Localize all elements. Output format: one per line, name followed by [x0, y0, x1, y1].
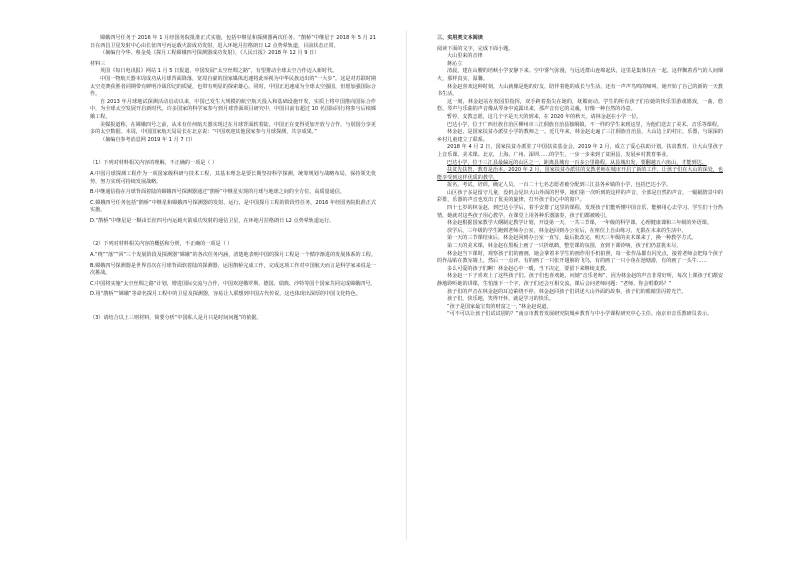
column-divider — [406, 30, 407, 540]
article-paragraph-underlined: 巴达小学，位于三江县最偏远的山区之一，距离县城有一百多公里路程。从县城出发，要翻越五六座山，才能到达。 — [447, 159, 707, 166]
material3-paragraph-1: 英国《每日电讯报》网站 1 月 5 日报道，中国发展“太空丝绸之路”，有望推动全球太空合作迈入新时代。 — [100, 68, 338, 75]
article-title: 大山里来的音律 — [447, 53, 483, 60]
article-paragraph: 第一天的三节课结束后，林金赵回到办公室一直写，最后批改完，明天三年级的美术课来了，换一种教学方式。 — [447, 235, 697, 242]
article-paragraph: 多么可爱的孩子们啊！林金赵心中一暖，当下决定，要留下来继续支教。 — [447, 265, 611, 272]
question-1-option-c: C.嫦娥四号任务包括“鹊桥”中继星和嫦娥四号探测器的发射、运行，是中国探月工程的阶段性任务，2016 年经国务院批准正式实施。 — [90, 199, 376, 214]
question-3-stem: （3）请结合以上三则材料，简要分析“中国私人是月只是时间问题”的依据。 — [90, 315, 262, 322]
article-paragraph: 2018 年 4 月 2 日，国家扶贫办派驻了中国扶贫基金会，2019 年 2 月，成立了爱心扶助计划。扶贫教育，让大山里孩子上音乐课、美术课。北京，上海、广州、深圳……的学生，一步一步来到了贫困县，发展乡村教育事业。 — [437, 144, 723, 158]
article-paragraph: 暂停，支教志愿，这几个字是天天的到来，在 2020 年的秋天，请林金赵在小学一位。 — [447, 113, 642, 120]
instruction: 阅读下面的文字，完成下面小题。 — [437, 45, 514, 52]
article-paragraph: 孩子们，快乐地，笑得开怀，就是学习的快乐。 — [447, 296, 554, 303]
question-1-option-d: D.“鹊桥”中继星是一颗由长征四号丙运载火箭成功发射的通信卫星，在环地月拉格朗日 L2 点势晕轨道运行。 — [90, 217, 335, 224]
article-paragraph: 巴达小学，位于广西壮族自治区柳州市三江侗族自治县独峒镇，不一样的学生来到这里，为他们送去了美术、音乐等课程。 — [447, 121, 723, 128]
article-paragraph: 林金赵根据国家教学大纲制定教学计划，开设第一天，一共三节课，一年级的科学课、心理健康课和三年级的外语课。 — [447, 220, 712, 227]
question-2-option-d: D.用“鹊桥”“嫦娥”等命名探月工程中的卫星及探测器，容易让人联想到中国古代传说，这也体现出深厚的中国文化特色。 — [90, 291, 361, 298]
article-paragraph: 林金赵一下子喜欢上了这些孩子们。孩子们也喜欢她，问她“音乐老师”，因为林金赵的声音非常好听，每次上课孩子们都安静地聆听她的讲课，生怕落下一个字，孩子们还会互相交流，课后会问老师问题：“老师，你会唱歌吗？” — [437, 273, 723, 287]
article-paragraph: “孩子是国家最宝贵的财富之一，”林金赵说道。 — [447, 303, 552, 310]
question-2-stem: （2）下列对材料相关内容的概括和分析，不正确的一项是（ ） — [90, 241, 233, 248]
article-paragraph: 林金赵当下课时，观察孩子们的画画，她会拿着本学生的画作用手机拍照，每一张作品都有闪光点，接着老师会把每个孩子的作品贴在教室墙上，然后一一点评。有的画了一只张开翅膀的飞鸟，有的画了一只小鱼在池塘游，有的画了一头牛…… — [437, 250, 723, 265]
question-2-option-a: A.“绕”“落”“回”三个发展阶段及探测器“嫦娥”的各次任务内涵，清楚地表明中国的探月工程是一个循序渐进的发展体系的工程。 — [90, 252, 376, 259]
question-1-option-a: A.中国月球探测工程作为一项国家级科研与技术工程，其基本理念是要长期坚持科学探测，统筹规划与战略布局，保持领先优势，努力实现可持续发展战略。 — [90, 170, 376, 185]
right-column — [437, 35, 723, 319]
article-paragraph: “可不可以让孩子们试试别的？”南京市教育发展研究院城乡教育与中小学课程研究中心主任、南京市音乐教研员表示。 — [447, 311, 713, 318]
intro-citation: （摘编自今华、蔡金曼《探月工程嫦娥四号探测器成功发射》，《人民日报》2018 年 12 月 9 日） — [100, 50, 320, 57]
question-2-option-b: B.嫦娥四号探测器是世界首次在月球背面软着陆的探测器，运用鹊桥完成工作，完成这项工作对中国航天而言是科学家来说是一次挑战。 — [90, 262, 376, 277]
article-paragraph: 四十七岁的林金赵，到巴达小学后，着手安排了这里的课程，发现孩子们能听懂中国音乐，能够用心去学习。学生们十分热情，她就对这些孩子用心教学，在课堂上用各种乐器演奏，孩子们都被吸引。 — [437, 205, 723, 219]
article-paragraph: 报名，考试，培训，确定人员，一百二十七名志愿者被分配到三江县各乡镇的小学，包括巴达小学。 — [447, 182, 672, 189]
article-paragraph-underlined: 扶贫先扶智，教育是治本。2020 年 2 月，国家扶贫办派驻的支教老师在城市开启了新的工作，让孩子们在大山的深处，也能享受到这样优质的教学。 — [437, 167, 723, 181]
article-paragraph: 林金赵，是国家扶贫办派驻小学的教师之一。近几年来，林金赵走遍了三江侗族自治县，大山边上的村庄，乐器，与深深的乡村儿童建立了联系。 — [437, 129, 723, 143]
material3-citation: （摘编自参考消息网 2019 年 1 月 7 日） — [100, 136, 196, 143]
article-paragraph: 这一刻，林金赵站在校园里指挥，双手跨着指尖在她的，妩媚而动。学生的所有孩子们在她的快乐里游戏嬉戏，一曲，悠悠，琴声与乐曲的声音像从琴身中流露出来，那声音有它的灵魂，好像一种自然的诗意。 — [437, 98, 723, 113]
left-column — [90, 35, 376, 323]
question-1-option-b: B.中继通信指在月球背面着陆的嫦娥四号探测器通过“鹊桥”中继星实现的月球与地球之间的全方位、高质量通信。 — [90, 189, 345, 196]
article-paragraph: 放学后，三年级的学生跑到老师办公室，林金赵回到办公室后，在座位上自由练习，无限在未来的生活中。 — [447, 227, 687, 234]
article-paragraph: 清晨，建在山腰的培峡小学安静下来。空中雾气弥漫，与远近群山连绵起伏，这里是集体住在一起，这样飘着香气的人间烟火，那样真实，温馨。 — [437, 68, 723, 82]
section-title: 三、实用类文本阅读 — [437, 35, 483, 41]
article-paragraph: 第二天的美术课，林金赵在黑板上画了一只折纸鹤，整堂课的氛围，直到下课铃响，孩子们仍意犹未尽。 — [447, 243, 682, 250]
material3-paragraph-2: 中国一物航天器本周成功从月球背面降落，宽周自豪的国家媒体迅速将此举视为中华民族迈出的“一大步”。这是对苏联时期太空竞赛获胜者同期带有鲜明冷战印记的质疑，也带有明显的探索雄心。同时，中国正迅速成为全球太空强国，但愿加强国际合作。 — [90, 75, 376, 98]
question-2-option-c: C.中国将实施“太空丝绸之路”计划，增进国际交流与合作，中国欢迎俄罗斯、德国、瑞典、沙特等国个国家共同完成嫦娥四号。 — [90, 280, 376, 287]
question-1-stem: （1）下列对材料相关内容的理解，不正确的一项是（ ） — [90, 160, 218, 167]
article-paragraph: 林金赵喜欢这种时刻。大山就像是他的好友，陪伴着他的成长与生活，还有一声声鸟鸣的啼叫。她开始了自己的新的一天教书生活。 — [437, 83, 723, 98]
material3-paragraph-4: 美媒报道称，在嫦娥四号之前，从未有任何航天器实现过在月球背面软着陆。中国正在变得更加开放与合作，与别国分享更多的太空数据。本周，中国国家航天局局长在北京说：“中国欢迎其他国家参与月球探测，共享成果。” — [90, 121, 376, 136]
material3-paragraph-3: 自 2013 年月球地试探测活动启动以来，中国已发生大规模的航空航天投入和基础设施开发，实质上将中国推向国际合作中，为全球太空发展开启新时代。许多国家的科学家参与到月球背面项目研究中，中国目前有超过 10 名国际同行将参与后续嫦娥工程。 — [90, 98, 376, 120]
intro-paragraph-1: 嫦娥四号任务于 2016 年 1 月经国务院批准正式实施，包括中继星和探测器两次任务。“鹊桥”中继星于 2018 年 5 月 21 日在西昌卫星发射中心由长征四号丙运载火箭成功发射，进入环地月拉格朗日 L2 点势晕轨道，目前状态正常。 — [90, 35, 376, 49]
article-paragraph: 孩子们的声音在林金赵的耳边萦绕不停。林金赵同孩子们讲述大山外面的故事，孩子们的眼睛里闪着光芒。 — [447, 288, 687, 295]
material3-title: 材料三 — [90, 60, 106, 67]
article-author: 蒋沁立 — [447, 60, 463, 67]
article-paragraph: 山区孩子多是留守儿童，没机会见识大山外面的世界，她们第一次听到的这样的声音，全部是自然的声音，一幅幅情景中的彩排，乐器的声音也发出了优美的旋律，打开孩子们心中的窗户。 — [437, 189, 723, 204]
